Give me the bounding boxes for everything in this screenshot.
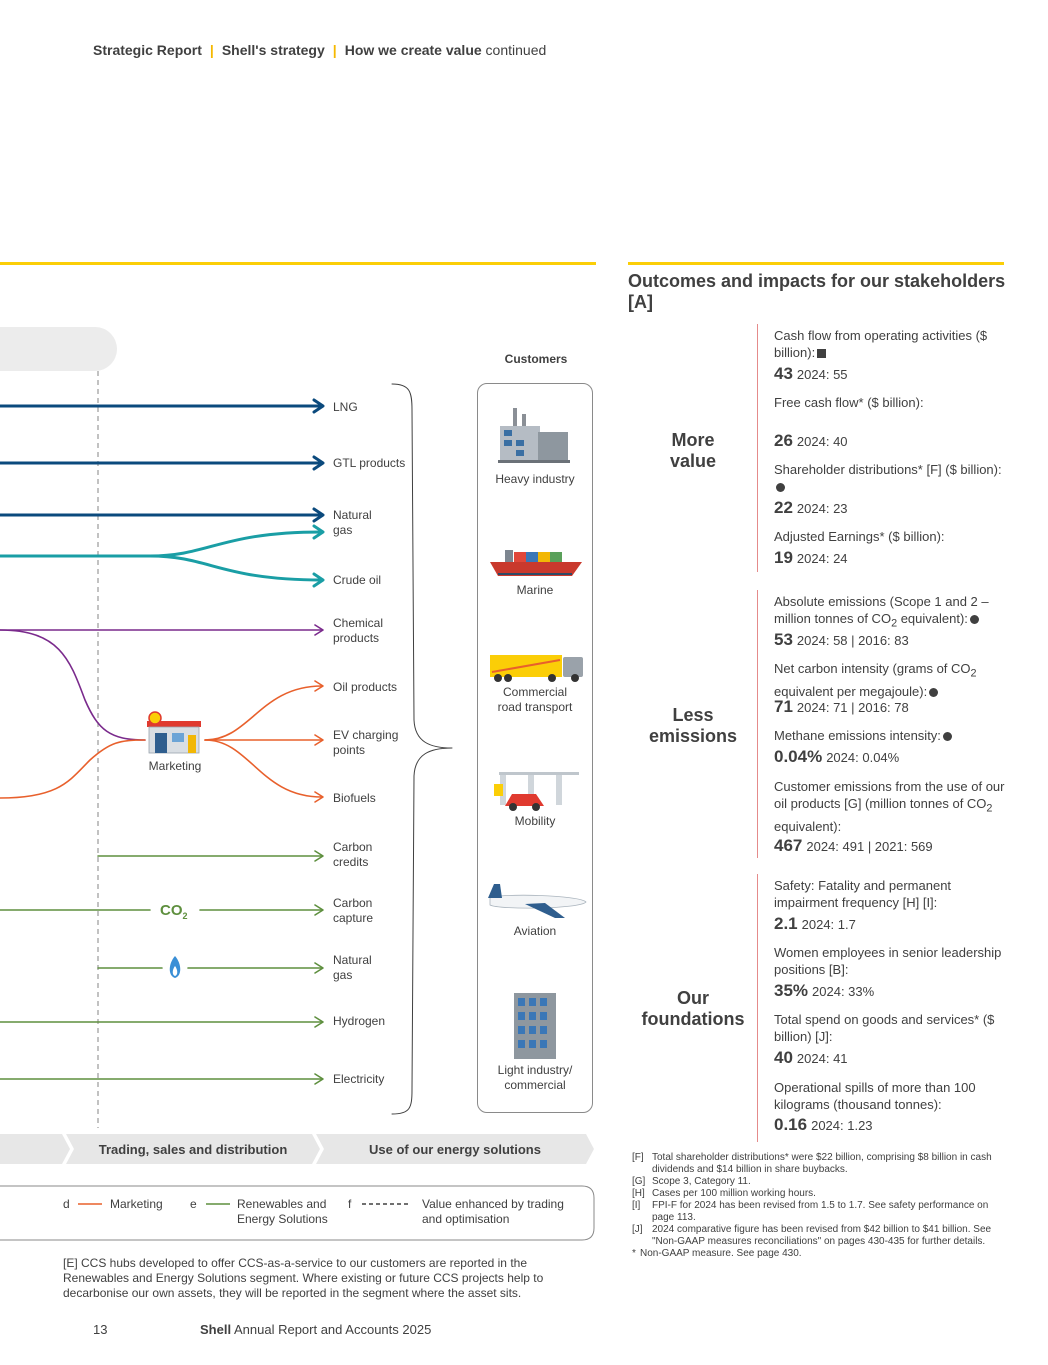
legend-d-letter: d [63, 1197, 70, 1211]
metric-adjusted-earnings-value: 19 2024: 24 [774, 548, 848, 567]
customer-aviation: Aviation [513, 924, 557, 938]
metric-women-leadership-value: 35% 2024: 33% [774, 981, 875, 1000]
product-crude-oil: Crude oil [333, 573, 382, 587]
group-less-emissions: Less emissions [648, 705, 738, 746]
customer-marine: Marine [516, 583, 554, 597]
section-rule-right [628, 262, 1004, 265]
product-electricity: Electricity [333, 1072, 385, 1086]
footer-title: Shell Annual Report and Accounts 2025 [200, 1322, 432, 1337]
marketing-station-icon [147, 712, 201, 753]
crude-oil-line [150, 556, 322, 580]
legend-e-letter: e [190, 1197, 197, 1211]
customer-heavy-industry: Heavy industry [495, 472, 575, 486]
metric-net-carbon-intensity-value: 71 2024: 71 | 2016: 78 [774, 697, 909, 716]
stage-trading-label: Trading, sales and distribution [98, 1142, 288, 1157]
footnote-non-gaap: * Non-GAAP measure. See page 430. [632, 1248, 802, 1259]
legend-f-letter: f [348, 1197, 352, 1211]
footnote-g: [G] Scope 3, Category 11. [632, 1176, 751, 1187]
metric-customer-emissions-label: Customer emissions from the use of our oil products [G] (million tonnes of $CO_2$ equivalent): [774, 779, 1005, 834]
product-chemicals: Chemical products [333, 616, 384, 645]
group-divider-less-emissions [757, 590, 758, 858]
metric-absolute-emissions-label: Absolute emissions (Scope 1 and 2 – million tonnes of $CO_2$ equivalent): [774, 594, 989, 630]
outcomes-title: Outcomes and impacts for our stakeholders [A] [628, 271, 1006, 312]
product-oil-products: Oil products [333, 680, 398, 694]
product-natural-gas-2: Natural gas [333, 953, 372, 982]
stage-pill-top [0, 327, 117, 371]
legend-e-label: Renewables and Energy Solutions [237, 1197, 328, 1226]
customer-mobility: Mobility [514, 814, 556, 828]
customer-light-industry: Light industry/ commercial [497, 1063, 573, 1092]
customers-box [477, 383, 593, 1113]
hydrogen-flame-icon [170, 956, 181, 978]
metric-adjusted-earnings-label: Adjusted Earnings* ($ billion): [774, 529, 945, 544]
metric-free-cash-flow-value: 26 2024: 40 [774, 431, 848, 450]
dot-marker-icon [776, 483, 785, 492]
breadcrumb: Strategic Report | Shell's strategy | How we create value continued [93, 42, 547, 58]
metric-free-cash-flow-label: Free cash flow* ($ billion): [774, 395, 924, 410]
product-biofuels: Biofuels [333, 791, 376, 805]
footnote-i: [I] FPI-F for 2024 has been revised from 1.5 to 1.7. See safety performance on page 113. [632, 1200, 989, 1223]
metric-methane-intensity-label: Methane emissions intensity: [774, 727, 1010, 744]
product-carbon-credits: Carbon credits [333, 840, 373, 869]
upstream-gas-line [0, 532, 322, 556]
product-ev-charging: EV charging points [333, 728, 399, 757]
breadcrumb-how-we-create-value[interactable]: How we create value [344, 42, 482, 58]
upstream-lines [0, 526, 323, 586]
chemicals-to-marketing-line [0, 630, 145, 740]
metric-methane-intensity-value: 0.04% 2024: 0.04% [774, 747, 900, 766]
metric-operational-spills-value: 0.16 2024: 1.23 [774, 1115, 873, 1134]
metric-safety-value: 2.1 2024: 1.7 [774, 914, 856, 933]
metric-women-leadership-label: Women employees in senior leadership positions [B]: [774, 945, 1002, 977]
customers-title: Customers [504, 352, 568, 366]
outcomes-footnotes [632, 1152, 1004, 1260]
square-marker-icon [817, 349, 826, 358]
footnote-e: [E] CCS hubs developed to offer CCS-as-a-service to our customers are reported in the Renewables and Energy Solutions segment. Where existing or future CCS projects help to decarbonise our own assets, they will be reported in the segment where the asset sits. [63, 1256, 544, 1300]
legend-d-label: Marketing [110, 1197, 163, 1211]
metric-shareholder-distributions-label: Shareholder distributions* [F] ($ billion): [774, 461, 1010, 495]
metric-absolute-emissions-value: 53 2024: 58 | 2016: 83 [774, 630, 909, 649]
metric-shareholder-distributions-value: 22 2024: 23 [774, 498, 848, 517]
co2-label: $CO_2$ [160, 902, 188, 921]
page-number: 13 [93, 1322, 108, 1337]
metric-net-carbon-intensity-label: Net carbon intensity (grams of $CO_2$ equivalent per megajoule): [774, 661, 977, 699]
group-more-value: More value [669, 430, 717, 471]
footnote-h: [H] Cases per 100 million working hours. [632, 1188, 816, 1199]
product-hydrogen: Hydrogen [333, 1014, 386, 1028]
oil-products-line [205, 686, 322, 740]
metric-customer-emissions-value: 467 2024: 491 | 2021: 569 [774, 836, 933, 855]
metric-safety-label: Safety: Fatality and permanent impairment frequency [H] [I]: [774, 878, 952, 910]
integrated-gas-lines [0, 400, 323, 521]
group-our-foundations: Our foundations [641, 988, 745, 1029]
stage-chevron-left [0, 1134, 70, 1164]
products-brace [392, 384, 452, 1114]
product-lng: LNG [333, 400, 358, 414]
biofuel-to-marketing-line [0, 740, 145, 798]
metric-cash-flow-label: Cash flow from operating activities ($ billion): [774, 328, 988, 360]
marketing-node-label: Marketing [148, 759, 202, 773]
metric-cash-flow-value: 43 2024: 55 [774, 364, 848, 383]
metric-total-spend-value: 40 2024: 41 [774, 1048, 848, 1067]
product-natural-gas: Natural gas [333, 508, 372, 537]
biofuels-line [205, 740, 322, 797]
footnote-j: [J] 2024 comparative figure has been revised from $42 billion to $41 billion. See "Non-GAAP measures reconciliations" on pages 430-435 for further details. [632, 1224, 992, 1247]
metric-total-spend-label: Total spend on goods and services* ($ billion) [J]: [774, 1012, 995, 1044]
product-gtl: GTL products [333, 456, 406, 470]
dot-marker-icon [943, 732, 952, 741]
dot-marker-icon [929, 688, 938, 697]
legend-f-label: Value enhanced by trading and optimisation [422, 1197, 564, 1226]
metric-operational-spills-label: Operational spills of more than 100 kilograms (thousand tonnes): [774, 1080, 976, 1112]
breadcrumb-suffix: continued [485, 42, 547, 58]
footnote-f: [F] Total shareholder distributions* were $22 billion, comprising $8 billion in cash dividends and $14 billion in share buybacks. [632, 1152, 992, 1175]
dot-marker-icon [970, 615, 979, 624]
breadcrumb-shells-strategy[interactable]: Shell's strategy [221, 42, 325, 58]
group-divider-more-value [757, 324, 758, 572]
breadcrumb-strategic-report[interactable]: Strategic Report [93, 42, 202, 58]
product-carbon-capture: Carbon capture [333, 896, 374, 925]
renewables-lines [0, 851, 323, 1084]
stage-use-label: Use of our energy solutions [369, 1142, 541, 1157]
group-divider-foundations [757, 874, 758, 1142]
customer-road-transport: Commercial road transport [497, 685, 573, 714]
